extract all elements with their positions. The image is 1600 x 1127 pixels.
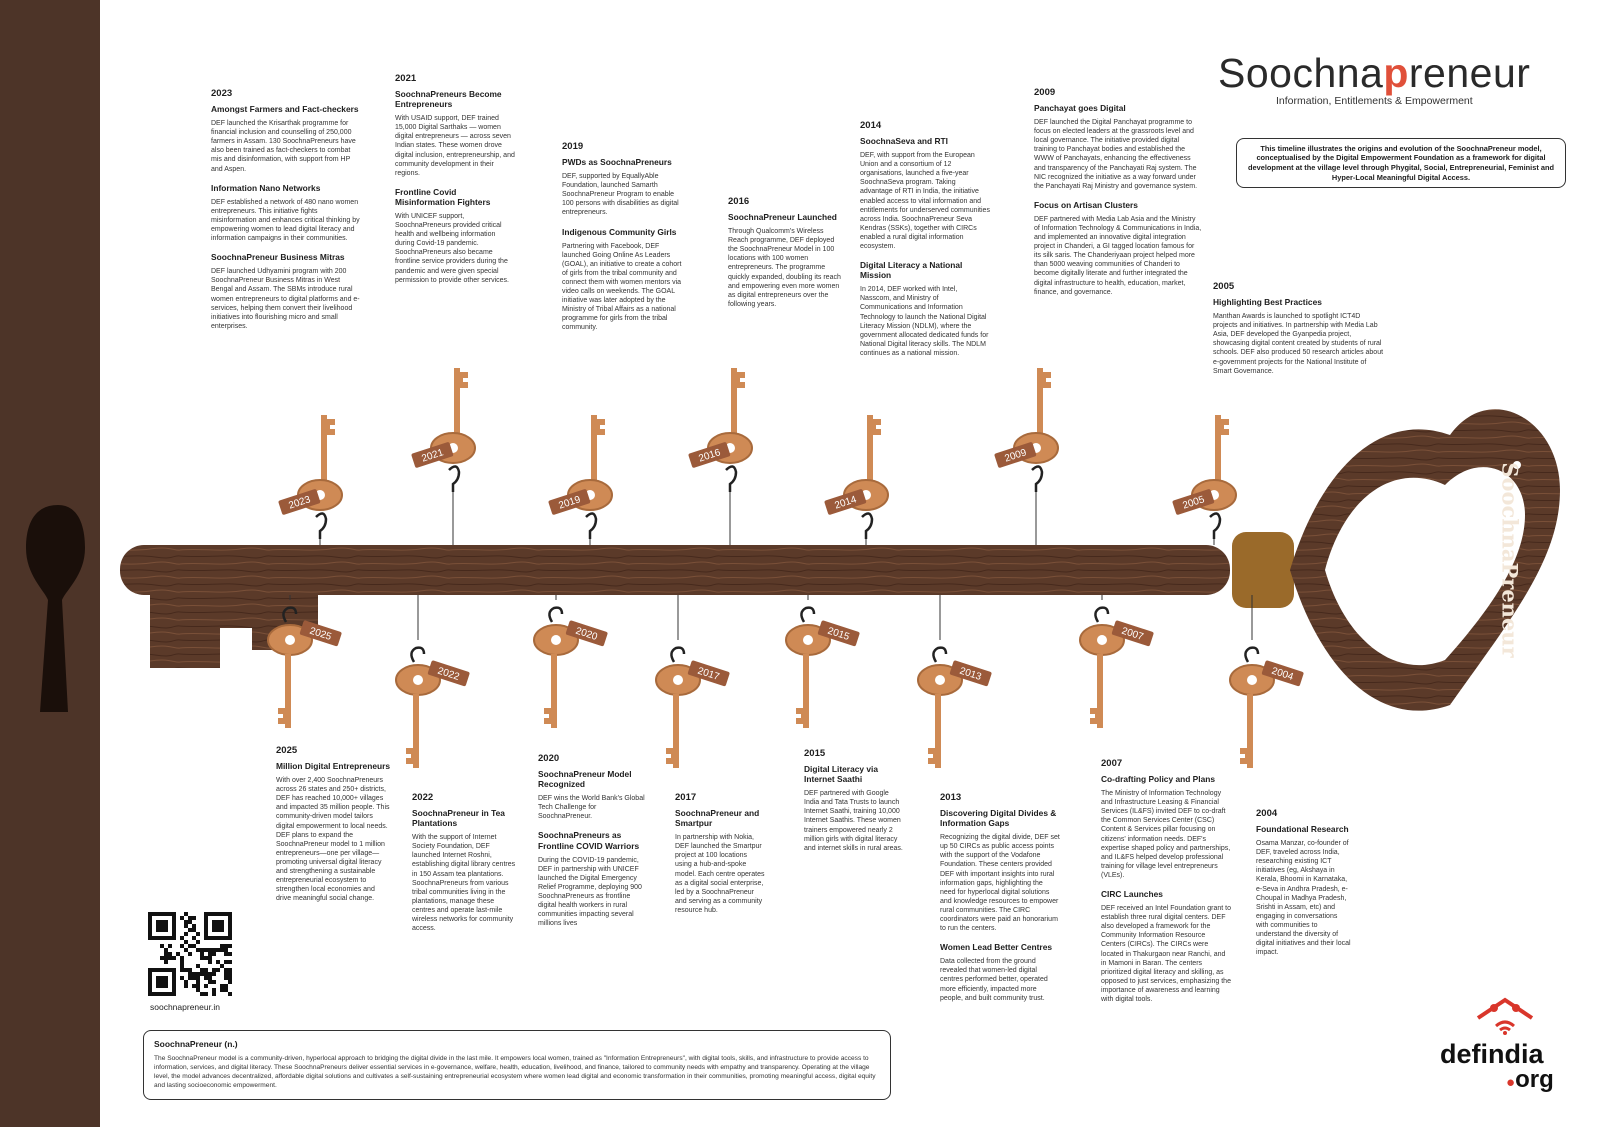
block-body: DEF established a network of 480 nano women entrepreneurs. This initiative fights misinformation and enhances critical thinking by empowering women to lead digital literacy and information campaigns in their communities.: [211, 198, 360, 243]
timeline-block-2017: [675, 792, 765, 924]
block-title: SoochnaPreneur Launched: [728, 212, 837, 222]
key-shaft: [120, 545, 1230, 595]
year-tag-label: 2020: [574, 625, 599, 643]
timeline-block-2015: [804, 748, 904, 862]
hanging-key-2005: [1172, 415, 1236, 545]
definition-title: SoochnaPreneur (n.): [154, 1039, 238, 1049]
block-year: 2015: [804, 748, 826, 759]
timeline-block-2005: [1213, 281, 1385, 385]
block-year: 2023: [211, 88, 233, 99]
block-title: Foundational Research: [1256, 824, 1349, 834]
block-title: Information Nano Networks: [211, 182, 321, 193]
block-body: Partnering with Facebook, DEF launched Going Online As Leaders (GOAL), an initiative to create a cohort of girls from the tribal community and connect them with women mentors via video calls on weekends. The GOAL initiative was later adopted by the Ministry of Tribal Affairs as a national programme for girls from the tribal community.: [562, 242, 682, 332]
hanging-key-2020: [534, 595, 608, 728]
block-year: 2007: [1101, 758, 1123, 769]
block-title: Panchayat goes Digital: [1034, 103, 1126, 113]
logo-wordmark: [1218, 50, 1568, 97]
qr-url[interactable]: soochnapreneur.in: [150, 1002, 220, 1012]
hanging-key-2007: [1080, 595, 1154, 728]
block-title: Co-drafting Policy and Plans: [1101, 774, 1216, 784]
block-body: DEF wins the World Bank's Global Tech Challenge for SoochnaPreneur.: [538, 795, 645, 821]
block-body: DEF partnered with Media Lab Asia and the Ministry of Information Technology & Communications in India, and implemented an innovative digital integration project in Chanderi, a GI tagged location famous for its silk saris. The Chanderiyaan project helped more than 5000 weaving communities of Chanderi to become digitally literate and further integrated the digital infrastructure to health, education, market, finance, and governance.: [1034, 215, 1202, 296]
hanging-key-2017: [656, 595, 730, 768]
hanging-key-2009: [994, 368, 1058, 545]
timeline-block-2009: [1034, 87, 1202, 306]
block-body: With USAID support, DEF trained 15,000 Digital Sarthaks — women digital entrepreneurs — across seven Indian states. These women drove digital inclusion, entrepreneurship, and community development in their regions.: [395, 115, 515, 177]
block-title: SoochnaPreneur and Smartpur: [675, 808, 760, 829]
timeline-block-2014: [860, 120, 990, 367]
block-body: DEF received an Intel Foundation grant to establish three rural digital centers. DEF also developed a framework for the Community Information Resource Centers (CIRCs). The CIRCs were located in Thakurgaon near Ranchi, and in Mamoni in Baran. The centers prioritized digital literacy and skilling, as opposed to just services, emphasizing the importance of awareness and learning with digital tools.: [1101, 905, 1231, 1004]
year-tag-label: 2004: [1270, 665, 1295, 683]
timeline-block-2025: [276, 745, 391, 912]
block-body: During the COVID-19 pandemic, DEF in partnership with UNICEF launched the Digital Emergency Relief Programme, deploying 900 SoochnaPreneurs as frontline digital health workers in rural communities impacting several millions lives: [538, 856, 642, 928]
block-body: Osama Manzar, co-founder of DEF, traveled across India, researching existing ICT initiatives (eg, Akshaya in Kerala, Bhoomi in Karnataka, e-Seva in Andhra Pradesh, e-Choupal in Madhya Pradesh, Srishti in Assam, etc) and engaging in conversations with communities to understand the diversity of digital initiatives and their local impact.: [1256, 840, 1351, 957]
key-handle-label: SoochnaPreneur: [1497, 462, 1523, 658]
timeline-block-2023: [211, 88, 361, 340]
block-title: SoochnaPreneur Model Recognized: [538, 769, 632, 790]
block-year: 2004: [1256, 808, 1278, 819]
block-body: Through Qualcomm's Wireless Reach programme, DEF deployed the SoochnaPreneur Model in 100 locations with 100 women entrepreneurs. The programme quickly expanded, doubling its reach and empowering even more women as digital entrepreneurs over the following years.: [728, 228, 841, 308]
year-tag-label: 2017: [696, 665, 721, 683]
block-title: SoochnaPreneurs as Frontline COVID Warriors: [538, 830, 640, 851]
hanging-key-2016: [688, 368, 752, 545]
hanging-key-2022: [396, 595, 470, 768]
block-title: SoochnaSeva and RTI: [860, 136, 948, 146]
year-tag-label: 2009: [1003, 447, 1028, 465]
timeline-block-2013: [940, 792, 1060, 1012]
logo-part-2: reneur: [1408, 50, 1531, 96]
block-year: 2005: [1213, 281, 1235, 292]
block-body: Recognizing the digital divide, DEF set up 50 CIRCs as public access points with the support of the Vodafone Foundation. These centers provided DEF with important insights into rural information gaps, highlighting the need for hyperlocal digital solutions and knowledge resources to empower rural communities. The CIRC coordinators were paid an honorarium to run the centers.: [940, 834, 1060, 933]
timeline-block-2016: [728, 196, 843, 318]
block-title: Million Digital Entrepreneurs: [276, 761, 391, 771]
hanging-key-2014: [824, 415, 888, 545]
block-title: Highlighting Best Practices: [1213, 297, 1322, 307]
year-tag-label: 2007: [1120, 625, 1145, 643]
block-body: The Ministry of Information Technology and Infrastructure Leasing & Financial Services (IL&FS) invited DEF to co-draft the Common Services Center (CSC) Content & Services pillar focusing on citizens' information needs. DEF's expertise shaped policy and partnerships, and IL&FS helped develop professional training for village level entrepreneurs (VLEs).: [1101, 790, 1231, 879]
block-year: 2014: [860, 120, 882, 131]
block-title: Indigenous Community Girls: [562, 226, 677, 237]
block-year: 2022: [412, 792, 434, 803]
block-year: 2013: [940, 792, 962, 803]
timeline-block-2022: [412, 792, 517, 942]
block-year: 2021: [395, 73, 417, 84]
year-tag-label: 2023: [287, 494, 312, 512]
block-body: With the support of Internet Society Foundation, DEF launched Internet Roshni, establishing digital library centres in 150 Assam tea plantations. SoochnaPreneurs from various tribal communities living in the plantations, manage these centres and operate last-mile wireless networks for community access.: [412, 834, 516, 933]
timeline-block-2007: [1101, 758, 1231, 1013]
logo-part-1: Soochna: [1218, 50, 1384, 96]
block-year: 2009: [1034, 87, 1056, 98]
hanging-key-2023: [278, 415, 342, 545]
globe-icon: ●: [1506, 1074, 1516, 1091]
block-title: SoochnaPreneurs Become Entrepreneurs: [395, 89, 502, 110]
block-year: 2019: [562, 141, 584, 152]
block-title: SoochnaPreneur Business Mitras: [211, 252, 345, 263]
block-title: Discovering Digital Divides & Information Gaps: [940, 808, 1057, 829]
timeline-block-2020: [538, 753, 648, 937]
block-title: Digital Literacy via Internet Saathi: [804, 764, 879, 785]
block-title: Frontline Covid Misinformation Fighters: [395, 186, 491, 207]
defindia-logo: [1440, 996, 1580, 1092]
block-body: With UNICEF support, SoochnaPreneurs provided critical health and wellbeing information during Covid-19 pandemic. SoochnaPreneurs also became frontline service providers during the pandemic and were given special permission to provide other services.: [395, 212, 509, 284]
block-body: Manthan Awards is launched to spotlight ICT4D projects and initiatives. In partnership with Media Lab Asia, DEF developed the Gyanpedia project, showcasing digital content created by students of rural schools. DEF also produced 50 research articles about e-government projects for the National Institute of Smart Governance.: [1213, 313, 1384, 375]
year-tag-label: 2015: [826, 625, 851, 643]
block-body: DEF partnered with Google India and Tata Trusts to launch Internet Saathi, training 10,000 Internet Saathis. These women trainers empowered nearly 2 million girls with digital literacy and internet skills in rural areas.: [804, 790, 903, 852]
definition-body: The SoochnaPreneur model is a community-driven, hyperlocal approach to bridging the digital divide in the last mile. It empowers local women, trained as "Information Entrepreneurs", with digital tools, skills, and infrastructure to provide access to information, services, and digital literacy. These SoochnaPreneurs deliver essential services in e-governance, welfare, health, education, livelihood, and finance, tailored to community needs with empathy and transparency. Operating at the village level, the model advances decentralized, affordable digital solutions and cultivates a self-sustaining entrepreneurial ecosystem where women lead digital and economic transformation in their communities, promoting meaningful access, digital equity and lasting socioeconomic empowerment.: [154, 1055, 876, 1089]
year-tag-label: 2025: [308, 625, 333, 643]
hanging-key-2021: [411, 368, 475, 545]
year-tag-label: 2019: [557, 494, 582, 512]
year-tag-label: 2021: [420, 447, 445, 465]
timeline-block-2019: [562, 141, 687, 342]
block-body: With over 2,400 SoochnaPreneurs across 26 states and 250+ districts, DEF has reached 10,000+ villages and impacted 35 million people. This community-driven model tailors digital empowerment to local needs. DEF plans to expand the SoochnaPreneur model to 1 million entrepreneurs—one per village—promoting universal digital literacy and strengthening a sustainable entrepreneurial ecosystem to strengthen local economies and drive meaningful social change.: [276, 777, 390, 903]
year-tag-label: 2013: [958, 665, 983, 683]
timeline-block-2021: [395, 73, 515, 294]
block-year: 2020: [538, 753, 560, 764]
year-tag-label: 2016: [697, 447, 722, 465]
hanging-key-2015: [786, 595, 860, 728]
block-title: SoochnaPreneur in Tea Plantations: [412, 808, 505, 829]
block-title: Amongst Farmers and Fact-checkers: [211, 104, 359, 114]
block-body: In 2014, DEF worked with Intel, Nasscom, and Ministry of Communications and Information Technology to launch the National Digital Literacy Mission (NDLM), where the government allocated dedicated funds for National Digital literacy skills. The NDLM continues as a national mission.: [860, 286, 989, 357]
block-title: PWDs as SoochnaPreneurs: [562, 157, 672, 167]
block-body: DEF, with support from the European Union and a consortium of 12 organisations, launched a five-year SoochnaSeva program. Taking advantage of RTI in India, the initiative enabled access to vital information and entitlements for underserved communities across India. SoochnaPreneur Seva Kendras (SSKs), together with CIRCs enabled a rural digital information ecosystem.: [860, 152, 990, 251]
intro-box: This timeline illustrates the origins and evolution of the SoochnaPreneur model, conceptualised by the Digital Empowerment Foundation as a framework for digital development at the village level through Phygital, Social, Entrepreneurial, Feminist and Hyper-Local Meaningful Digital Access.: [1236, 138, 1566, 188]
block-year: 2017: [675, 792, 697, 803]
year-tag-label: 2022: [436, 665, 461, 683]
block-body: DEF launched the Krisarthak programme for financial inclusion and counselling of 250,000 farmers in Assam. 130 SoochnaPreneurs have also been trained as fact-checkers to combat mis and disinformation, with support from HP and Aspen.: [211, 120, 356, 173]
qr-code[interactable]: [148, 912, 232, 996]
hanging-key-2013: [918, 595, 992, 768]
soochnapreneur-logo: [1218, 50, 1568, 107]
block-year: 2016: [728, 196, 750, 207]
house-wifi-icon: [1470, 996, 1540, 1036]
block-year: 2025: [276, 745, 298, 756]
year-tag-label: 2014: [833, 494, 858, 512]
hanging-key-2019: [548, 415, 612, 545]
block-body: Data collected from the ground revealed that women-led digital centres performed better, operated more efficiently, impacted more people, and built community trust.: [940, 958, 1048, 1002]
block-body: DEF, supported by EquallyAble Foundation, launched Samarth SoochnaPreneur Program to enable 100 persons with disabilities as digital entrepreneurs.: [562, 173, 679, 217]
key-collar: [1232, 532, 1294, 608]
block-body: DEF launched Udhyamini program with 200 SoochnaPreneur Business Mitras in West Bengal and Assam. The SBMs introduce rural women entrepreneurs to digital platforms and e-services, helping them convert their livelihood initiatives into flourishing micro and small enterprises.: [211, 268, 360, 330]
block-body: DEF launched the Digital Panchayat programme to focus on elected leaders at the grassroots level and local governance. The initiative provided digital training to Panchayat bodies and established the WWW of Panchayats, enhancing the effectiveness and transparency of the Panchayati Raj system. The NIC recognized the initiative as a way forward under the Panchayati Raj Ministry and governance system.: [1034, 119, 1198, 190]
definition-box: [143, 1030, 891, 1100]
defindia-wordmark: defindia: [1440, 1039, 1544, 1069]
block-body: In partnership with Nokia, DEF launched the Smartpur project at 100 locations using a hub-and-spoke model. Each centre operates as a digital social enterprise, led by a SoochnaPreneur and serving as a community resource hub.: [675, 834, 765, 914]
logo-accent-letter: p: [1383, 50, 1409, 96]
year-tag-label: 2005: [1181, 494, 1206, 512]
block-title: Digital Literacy a National Mission: [860, 260, 963, 281]
logo-tagline: Information, Entitlements & Empowerment: [1276, 95, 1473, 107]
block-title: Focus on Artisan Clusters: [1034, 199, 1138, 210]
timeline-block-2004: [1256, 808, 1351, 966]
block-title: CIRC Launches: [1101, 889, 1163, 900]
qr-pattern: [148, 912, 232, 996]
defindia-org: [1506, 1068, 1580, 1092]
hanging-key-2004: [1230, 595, 1304, 768]
block-title: Women Lead Better Centres: [940, 942, 1053, 953]
defindia-org-text: org: [1515, 1066, 1554, 1093]
